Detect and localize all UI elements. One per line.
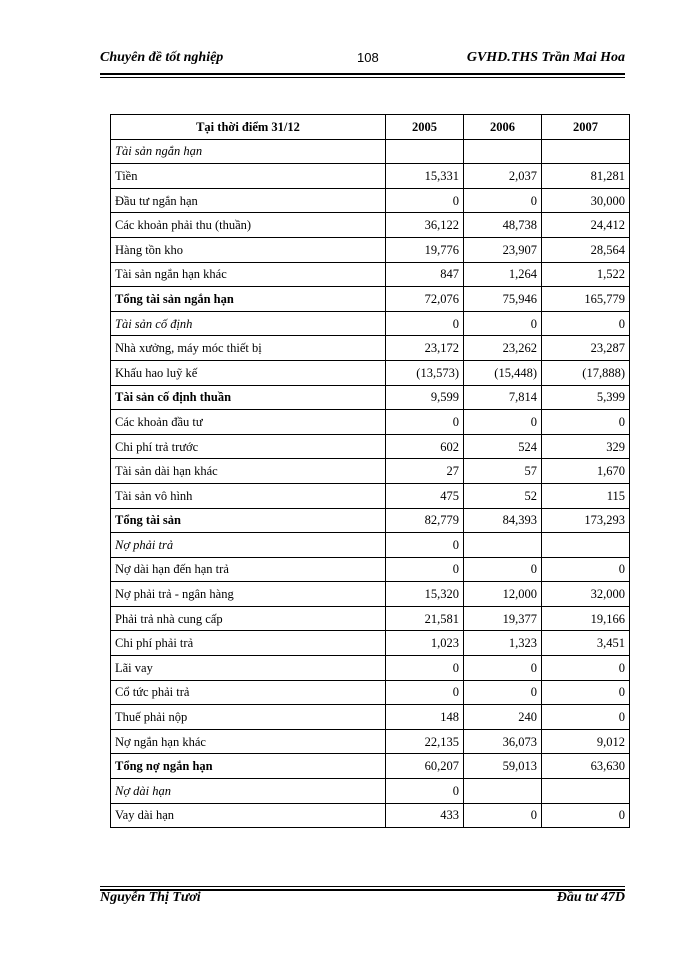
footer-rule-thin [100, 886, 625, 887]
table-row [111, 213, 630, 238]
cell-2005: 21,581 [386, 606, 464, 631]
cell-2006: 23,907 [464, 237, 542, 262]
cell-2006: 0 [464, 680, 542, 705]
cell-2006 [464, 139, 542, 164]
page-header [100, 50, 625, 72]
cell-2007: 19,166 [542, 606, 630, 631]
row-label: Nợ phải trả [111, 533, 386, 558]
cell-2005: 0 [386, 410, 464, 435]
cell-2005: 19,776 [386, 237, 464, 262]
cell-2007: 1,670 [542, 459, 630, 484]
cell-2007: 24,412 [542, 213, 630, 238]
cell-2007: 81,281 [542, 164, 630, 189]
table-row-total-assets [111, 508, 630, 533]
column-header-2006: 2006 [464, 115, 542, 140]
cell-2005: 0 [386, 557, 464, 582]
row-label: Cổ tức phải trả [111, 680, 386, 705]
table-row [111, 237, 630, 262]
cell-2006: 0 [464, 410, 542, 435]
row-label: Chi phí phải trả [111, 631, 386, 656]
cell-2005: 15,331 [386, 164, 464, 189]
table-row-total-short-term-liabilities [111, 754, 630, 779]
cell-2007: 115 [542, 483, 630, 508]
column-header-period: Tại thời điểm 31/12 [111, 115, 386, 140]
table-row [111, 606, 630, 631]
cell-2006: 2,037 [464, 164, 542, 189]
row-label: Nợ dài hạn đến hạn trả [111, 557, 386, 582]
row-label: Tài sản dài hạn khác [111, 459, 386, 484]
column-header-2005: 2005 [386, 115, 464, 140]
table-row [111, 483, 630, 508]
row-label: Tài sản vô hình [111, 483, 386, 508]
row-label: Hàng tồn kho [111, 237, 386, 262]
page-footer [100, 890, 625, 912]
cell-2005: 9,599 [386, 385, 464, 410]
table-row [111, 729, 630, 754]
cell-2006: 1,264 [464, 262, 542, 287]
header-rule-thin [100, 77, 625, 78]
row-label: Khấu hao luỹ kế [111, 360, 386, 385]
row-label: Chi phí trả trước [111, 434, 386, 459]
cell-2005: 1,023 [386, 631, 464, 656]
table-row [111, 262, 630, 287]
cell-2006: 52 [464, 483, 542, 508]
cell-2005: 475 [386, 483, 464, 508]
cell-2006: 0 [464, 311, 542, 336]
cell-2005: 148 [386, 705, 464, 730]
table-row [111, 705, 630, 730]
cell-2007: 32,000 [542, 582, 630, 607]
cell-2005: 27 [386, 459, 464, 484]
cell-2007 [542, 779, 630, 804]
cell-2006: 57 [464, 459, 542, 484]
table-row-short-term-assets-heading [111, 139, 630, 164]
cell-2006: 7,814 [464, 385, 542, 410]
row-label: Tài sản cố định thuần [111, 385, 386, 410]
cell-2006: 0 [464, 656, 542, 681]
cell-2005: 36,122 [386, 213, 464, 238]
footer-class: Đầu tư 47D [556, 890, 625, 905]
cell-2006: 1,323 [464, 631, 542, 656]
cell-2005: 0 [386, 311, 464, 336]
table-row [111, 631, 630, 656]
cell-2007: 0 [542, 557, 630, 582]
cell-2006: 240 [464, 705, 542, 730]
footer-author: Nguyễn Thị Tươi [100, 890, 201, 905]
row-label: Các khoản phải thu (thuần) [111, 213, 386, 238]
cell-2005: 23,172 [386, 336, 464, 361]
cell-2007 [542, 533, 630, 558]
cell-2005: 0 [386, 779, 464, 804]
row-label: Tài sản ngắn hạn [111, 139, 386, 164]
cell-2006: 59,013 [464, 754, 542, 779]
cell-2006: 19,377 [464, 606, 542, 631]
cell-2005: 0 [386, 188, 464, 213]
table-row-fixed-assets-heading [111, 311, 630, 336]
table-row [111, 803, 630, 828]
cell-2007: 3,451 [542, 631, 630, 656]
cell-2006: 524 [464, 434, 542, 459]
row-label: Phải trả nhà cung cấp [111, 606, 386, 631]
row-label: Tiền [111, 164, 386, 189]
table-row [111, 656, 630, 681]
cell-2005: 15,320 [386, 582, 464, 607]
cell-2007: 165,779 [542, 287, 630, 312]
table-row [111, 582, 630, 607]
cell-2006: (15,448) [464, 360, 542, 385]
table-row [111, 188, 630, 213]
cell-2005: 0 [386, 656, 464, 681]
cell-2005: 847 [386, 262, 464, 287]
column-header-2007: 2007 [542, 115, 630, 140]
cell-2006: 0 [464, 803, 542, 828]
row-label: Thuế phải nộp [111, 705, 386, 730]
cell-2005: 0 [386, 680, 464, 705]
table-row-long-term-liabilities-heading [111, 779, 630, 804]
table-row-liabilities-heading [111, 533, 630, 558]
row-label: Nhà xưởng, máy móc thiết bị [111, 336, 386, 361]
cell-2005: (13,573) [386, 360, 464, 385]
cell-2006 [464, 533, 542, 558]
cell-2007: 0 [542, 410, 630, 435]
row-label: Tổng tài sản ngắn hạn [111, 287, 386, 312]
balance-sheet-table [110, 114, 630, 828]
cell-2005 [386, 139, 464, 164]
table-row-net-fixed-assets [111, 385, 630, 410]
row-label: Tổng tài sản [111, 508, 386, 533]
cell-2005: 60,207 [386, 754, 464, 779]
row-label: Tài sản ngắn hạn khác [111, 262, 386, 287]
row-label: Tài sản cố định [111, 311, 386, 336]
cell-2005: 72,076 [386, 287, 464, 312]
row-label: Tổng nợ ngắn hạn [111, 754, 386, 779]
cell-2007: 63,630 [542, 754, 630, 779]
cell-2006: 0 [464, 557, 542, 582]
row-label: Đầu tư ngắn hạn [111, 188, 386, 213]
table-row [111, 459, 630, 484]
cell-2007: 28,564 [542, 237, 630, 262]
cell-2007: 5,399 [542, 385, 630, 410]
cell-2006: 23,262 [464, 336, 542, 361]
cell-2006: 36,073 [464, 729, 542, 754]
header-document-title: Chuyên đề tốt nghiệp [100, 50, 224, 65]
cell-2007: 30,000 [542, 188, 630, 213]
cell-2005: 602 [386, 434, 464, 459]
page-number: 108 [357, 50, 379, 65]
cell-2005: 82,779 [386, 508, 464, 533]
cell-2007: 173,293 [542, 508, 630, 533]
table-row [111, 410, 630, 435]
cell-2006 [464, 779, 542, 804]
cell-2007 [542, 139, 630, 164]
cell-2006: 0 [464, 188, 542, 213]
row-label: Nợ ngắn hạn khác [111, 729, 386, 754]
row-label: Nợ dài hạn [111, 779, 386, 804]
cell-2007: 0 [542, 680, 630, 705]
cell-2006: 75,946 [464, 287, 542, 312]
cell-2006: 12,000 [464, 582, 542, 607]
cell-2007: 1,522 [542, 262, 630, 287]
cell-2007: 329 [542, 434, 630, 459]
header-rule-thick [100, 73, 625, 75]
header-advisor: GVHD.THS Trần Mai Hoa [466, 50, 625, 65]
row-label: Các khoản đầu tư [111, 410, 386, 435]
row-label: Lãi vay [111, 656, 386, 681]
cell-2006: 84,393 [464, 508, 542, 533]
table-row [111, 164, 630, 189]
cell-2005: 433 [386, 803, 464, 828]
table-row-total-short-term-assets [111, 287, 630, 312]
row-label: Vay dài hạn [111, 803, 386, 828]
table-row [111, 557, 630, 582]
table-row [111, 336, 630, 361]
cell-2007: 9,012 [542, 729, 630, 754]
row-label: Nợ phải trả - ngân hàng [111, 582, 386, 607]
cell-2007: 0 [542, 803, 630, 828]
cell-2007: 0 [542, 705, 630, 730]
cell-2005: 0 [386, 533, 464, 558]
cell-2007: 0 [542, 311, 630, 336]
cell-2005: 22,135 [386, 729, 464, 754]
table-row [111, 680, 630, 705]
table-row [111, 360, 630, 385]
cell-2007: 0 [542, 656, 630, 681]
cell-2007: 23,287 [542, 336, 630, 361]
table-row [111, 434, 630, 459]
table-header-row [111, 115, 630, 140]
cell-2007: (17,888) [542, 360, 630, 385]
cell-2006: 48,738 [464, 213, 542, 238]
